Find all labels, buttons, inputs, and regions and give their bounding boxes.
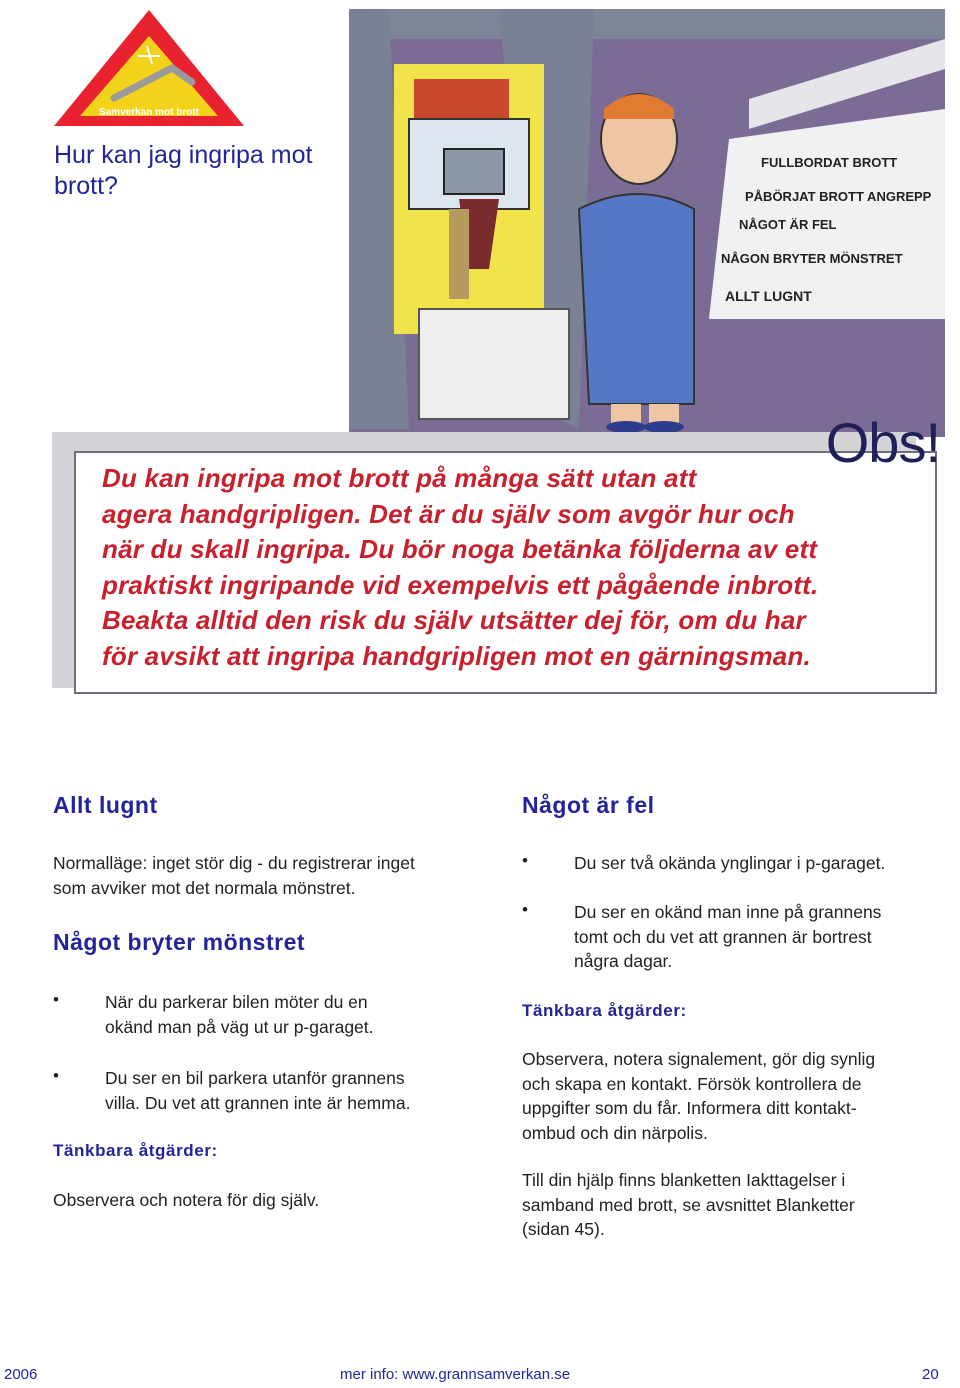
list-item xyxy=(53,1066,473,1116)
samverkan-logo xyxy=(52,8,246,130)
page-title: Hur kan jag ingripa mot brott? xyxy=(54,141,313,200)
step-label-fullbordat: FULLBORDAT BROTT xyxy=(761,155,898,170)
notice-line: Beakta alltid den risk du själv utsätter dej för, om du har xyxy=(102,605,806,635)
bullet-icon: • xyxy=(522,851,528,870)
burglary-illustration xyxy=(349,9,945,437)
list-item-text: När du parkerar bilen möter du en okänd man på väg ut ur p-garaget. xyxy=(105,992,374,1037)
list-item-text: Du ser en okänd man inne på grannens tomt och du vet att grannen är bortrest några dagar. xyxy=(574,902,882,971)
subheading-tankbara: Tänkbara åtgärder: xyxy=(53,1141,218,1160)
notice-line: praktiskt ingripande vid exempelvis ett pågående inbrott. xyxy=(102,569,819,600)
bullet-icon: • xyxy=(53,990,59,1009)
step-label-nagot-ar-fel: NÅGOT ÄR FEL xyxy=(739,217,837,232)
obs-label: Obs! xyxy=(825,411,940,474)
list-item xyxy=(53,990,473,1040)
heading-nagot-bryter: Något bryter mönstret xyxy=(53,929,306,955)
notice-line: Du kan ingripa mot brott på många sätt utan att xyxy=(102,463,697,493)
logo-text: Samverkan mot brott xyxy=(98,107,200,118)
subheading-tankbara: Tänkbara åtgärder: xyxy=(522,1001,687,1020)
bullet-icon: • xyxy=(53,1066,59,1085)
list-item xyxy=(522,900,942,975)
action-text: Observera, notera signalement, gör dig synlig och skapa en kontakt. Försök kontrollera de uppgifter som du får. Informera ditt kontakt- ombud och din närpolis. xyxy=(522,1049,876,1143)
page-number: 20 xyxy=(922,1366,939,1383)
list-item-text: Du ser två okända ynglingar i p-garaget. xyxy=(574,853,886,873)
footer-info: mer info: www.grannsamverkan.se xyxy=(340,1366,571,1383)
paragraph-line: som avviker mot det normala mönstret. xyxy=(53,877,356,898)
action-text: Observera och notera för dig själv. xyxy=(53,1190,320,1210)
list-item-text: Du ser en bil parkera utanför grannens villa. Du vet att grannen inte är hemma. xyxy=(105,1068,411,1113)
notice-text xyxy=(102,461,912,674)
step-label-nagon-bryter: NÅGON BRYTER MÖNSTRET xyxy=(721,251,903,266)
notice-line: för avsikt att ingripa handgripligen mot en gärningsman. xyxy=(102,640,811,671)
footer-year: 2006 xyxy=(4,1366,38,1383)
notice-line: agera handgripligen. Det är du själv som avgör hur och xyxy=(102,498,795,529)
heading-allt-lugnt: Allt lugnt xyxy=(53,792,158,818)
notice-line: när du skall ingripa. Du bör noga betänka följderna av ett xyxy=(102,534,818,564)
list-item xyxy=(522,851,942,877)
step-label-paborjat: PÅBÖRJAT BROTT ANGREPP xyxy=(745,189,932,204)
heading-nagot-ar-fel: Något är fel xyxy=(522,792,655,818)
paragraph-line: Normalläge: inget stör dig - du registrerar inget xyxy=(53,853,415,873)
bullet-icon: • xyxy=(522,900,528,919)
form-note: Till din hjälp finns blanketten Iakttagelser i samband med brott, se avsnittet Blanketter (sidan 45). xyxy=(522,1170,855,1239)
step-label-allt-lugnt: ALLT LUGNT xyxy=(725,288,812,304)
paragraph-normal xyxy=(53,851,483,900)
